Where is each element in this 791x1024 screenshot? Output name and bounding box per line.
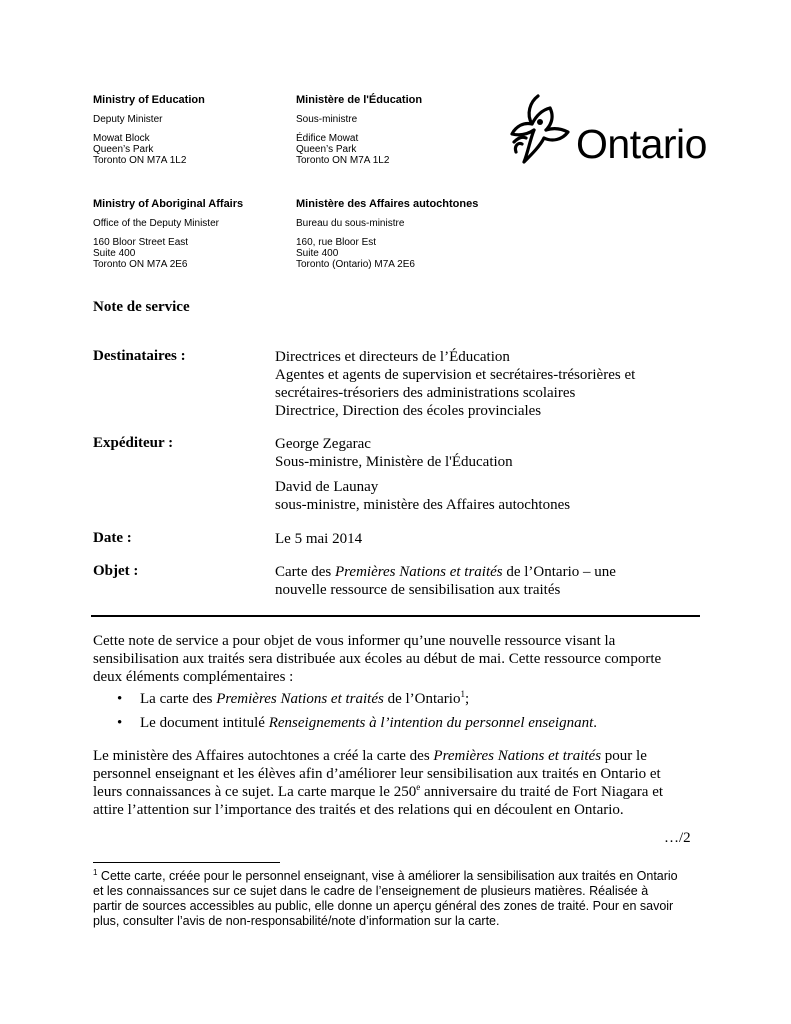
ministry-name: Ministère de l'Éducation <box>296 94 423 106</box>
ministry-name: Ministère des Affaires autochtones <box>296 198 479 210</box>
recipient-line: secrétaires-trésoriers des administrations scolaires <box>275 385 576 401</box>
footnote <box>93 869 703 929</box>
footnote-line: et les connaissances sur ce sujet dans le cadre de l’enseignement de plusieurs matières. Réalisée à <box>93 884 649 898</box>
subject-value <box>275 563 616 599</box>
body-paragraph-2 <box>93 747 693 819</box>
address-line: Suite 400 <box>296 248 339 259</box>
sender-name: David de Launay <box>275 479 379 495</box>
office-name: Bureau du sous-ministre <box>296 218 405 229</box>
ontario-logo <box>506 92 721 168</box>
body-text: pour le <box>601 748 647 764</box>
bullet-text: de l’Ontario <box>383 691 461 707</box>
body-line: deux éléments complémentaires : <box>93 669 294 685</box>
subject-label: Objet : <box>93 563 139 579</box>
bullet-italic: Premières Nations et traités <box>216 691 384 707</box>
subject-text: Carte des <box>275 564 335 580</box>
header-fr-aboriginal <box>296 199 478 270</box>
footnote-marker: 1 <box>93 867 98 877</box>
subject-line: nouvelle ressource de sensibilisation aux traités <box>275 582 561 598</box>
header-fr-education <box>296 95 422 166</box>
address-line: Toronto ON M7A 1L2 <box>93 155 187 166</box>
section-divider <box>91 615 700 617</box>
address-line: Suite 400 <box>93 248 136 259</box>
logo-wordmark: Ontario <box>576 121 707 167</box>
address-line: Toronto (Ontario) M7A 2E6 <box>296 259 415 270</box>
bullet-text: . <box>593 715 597 731</box>
bullet-text: ; <box>464 691 470 707</box>
bullet-italic: Renseignements à l’intention du personnel enseignant <box>268 715 594 731</box>
body-text: anniversaire du traité de Fort Niagara et <box>420 784 664 800</box>
office-name: Sous-ministre <box>296 114 358 125</box>
trillium-icon <box>506 92 582 168</box>
footnote-line: partir de sources accessibles au public, elle donne un aperçu général des zones de traité. Pour en savoir <box>93 899 674 913</box>
footnote-text: Cette carte, créée pour le personnel enseignant, vise à améliorer la sensibilisation aux traités en Ontario <box>97 869 678 883</box>
office-name: Office of the Deputy Minister <box>93 218 219 229</box>
to-recipients <box>275 348 635 420</box>
address-line: Queen’s Park <box>93 144 154 155</box>
date-label: Date : <box>93 530 132 546</box>
subject-italic: Premières Nations et traités <box>334 564 503 580</box>
office-name: Deputy Minister <box>93 114 163 125</box>
sender-title: Sous-ministre, Ministère de l'Éducation <box>275 454 513 470</box>
address-line: Toronto ON M7A 1L2 <box>296 155 390 166</box>
address-line: Queen’s Park <box>296 144 357 155</box>
body-line: personnel enseignant et les élèves afin d’améliorer leur sensibilisation aux traités en Ontario et <box>93 766 661 782</box>
header-en-education <box>93 95 205 166</box>
body-text: leurs connaissances à ce sujet. La carte marque le 250 <box>93 784 417 800</box>
bullet-list <box>117 690 597 738</box>
address-line: 160, rue Bloor Est <box>296 237 377 248</box>
recipient-line: Directrices et directeurs de l’Éducation <box>275 349 510 365</box>
subject-text: de l’Ontario – une <box>502 564 616 580</box>
memo-title: Note de service <box>93 299 190 315</box>
page-continuation: …/2 <box>664 830 691 846</box>
address-line: Toronto ON M7A 2E6 <box>93 259 188 270</box>
sender-name: George Zegarac <box>275 436 371 452</box>
list-item <box>117 690 597 708</box>
bullet-text: La carte des <box>140 691 217 707</box>
ordinal-sup: e <box>416 782 421 792</box>
from-senders <box>275 435 570 514</box>
body-text: Le ministère des Affaires autochtones a créé la carte des <box>93 748 434 764</box>
recipient-line: Directrice, Direction des écoles provinciales <box>275 403 542 419</box>
to-label: Destinataires : <box>93 348 186 364</box>
from-label: Expéditeur : <box>93 435 174 451</box>
date-value: Le 5 mai 2014 <box>275 531 363 547</box>
body-line: Cette note de service a pour objet de vous informer qu’une nouvelle ressource visant la <box>93 633 616 649</box>
bullet-icon: • <box>117 691 123 707</box>
footnote-ref: 1 <box>460 689 465 699</box>
body-paragraph-1 <box>93 632 693 686</box>
footnote-line: plus, consulter l’avis de non-responsabilité/note d’information sur la carte. <box>93 914 500 928</box>
bullet-icon: • <box>117 715 123 731</box>
ministry-name: Ministry of Aboriginal Affairs <box>93 198 244 210</box>
body-line: attire l’attention sur l’importance des traités et des relations qui en découlent en Ontario. <box>93 802 624 818</box>
recipient-line: Agentes et agents de supervision et secrétaires-trésorières et <box>275 367 636 383</box>
address-line: Édifice Mowat <box>296 133 359 144</box>
sender-title: sous-ministre, ministère des Affaires autochtones <box>275 497 571 513</box>
footnote-divider <box>93 862 280 863</box>
address-line: 160 Bloor Street East <box>93 237 189 248</box>
header-en-aboriginal <box>93 199 243 270</box>
list-item <box>117 714 597 732</box>
ministry-name: Ministry of Education <box>93 94 205 106</box>
bullet-text: Le document intitulé <box>140 715 269 731</box>
body-line: sensibilisation aux traités sera distribuée aux écoles au début de mai. Cette ressource comporte <box>93 651 662 667</box>
body-italic: Premières Nations et traités <box>433 748 602 764</box>
address-line: Mowat Block <box>93 133 150 144</box>
